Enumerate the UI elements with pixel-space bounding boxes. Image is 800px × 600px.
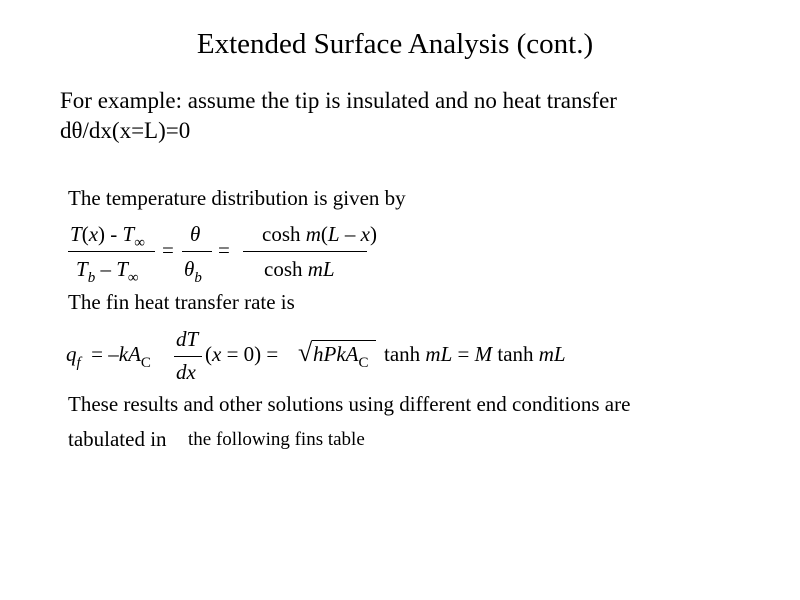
eq1-numerator-1: $T(x) - T_\infty$ bbox=[70, 222, 145, 251]
eq1-fraction-bar-2 bbox=[182, 251, 212, 252]
sqrt-symbol: √ bbox=[298, 338, 313, 367]
fin-heat-rate-text: The fin heat transfer rate is bbox=[68, 290, 295, 314]
eq2-sqrt-content: hPkA$_C$ bbox=[313, 342, 369, 371]
eq1-denominator-3: cosh mL bbox=[264, 257, 335, 281]
eq1-fraction-bar-3 bbox=[243, 251, 367, 252]
eq2-arg: (x = 0) = bbox=[205, 342, 279, 366]
temperature-distribution-text: The temperature distribution is given by bbox=[68, 186, 406, 210]
eq1-numerator-3: cosh m(L – x) bbox=[262, 222, 377, 246]
eq2-rhs: tanh mL = M tanh mL bbox=[384, 342, 566, 366]
eq1-equals-2: = bbox=[218, 238, 230, 262]
eq2-frac-den: dx bbox=[176, 360, 196, 384]
eq1-fraction-bar-1 bbox=[68, 251, 155, 252]
results-line-2a: tabulated in bbox=[68, 427, 167, 451]
eq1-equals-1: = bbox=[162, 238, 174, 262]
intro-line-1: For example: assume the tip is insulated and no heat transfer bbox=[60, 88, 617, 113]
results-line-2b: the following fins table bbox=[188, 429, 365, 450]
eq2-frac-num: dT bbox=[176, 327, 199, 351]
eq1-denominator-2: $\theta_b$ bbox=[184, 257, 202, 286]
eq2-fraction-bar bbox=[174, 356, 202, 357]
slide-title: Extended Surface Analysis (cont.) bbox=[196, 28, 594, 60]
intro-text bbox=[60, 86, 617, 146]
intro-line-2: dθ/dx(x=L)=0 bbox=[60, 118, 191, 143]
sqrt-bar bbox=[312, 340, 376, 341]
eq1-numerator-2: θ bbox=[190, 222, 201, 246]
eq2-lhs: $q_f = -kA_C$ bbox=[66, 342, 151, 371]
eq1-denominator-1: $T_b - T_\infty$ bbox=[76, 257, 139, 286]
results-line-1: These results and other solutions using different end conditions are bbox=[68, 392, 631, 416]
